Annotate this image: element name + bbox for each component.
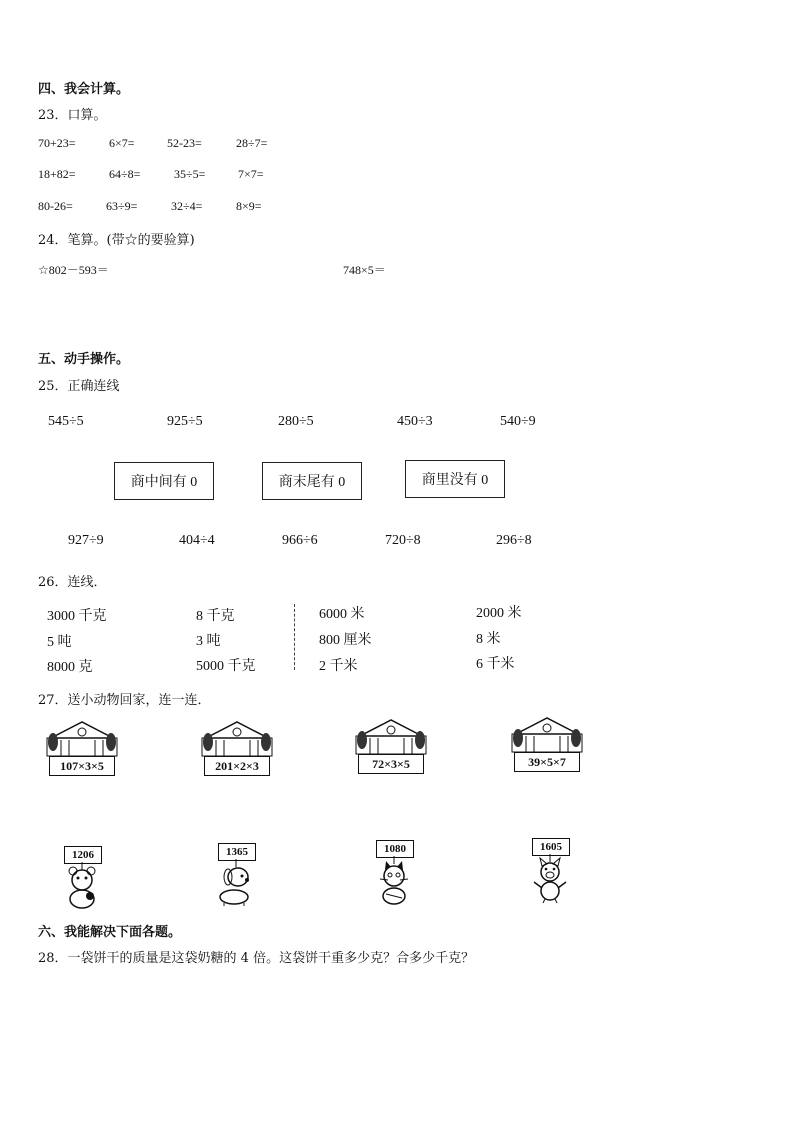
pig-icon xyxy=(528,854,574,904)
dog-icon xyxy=(214,859,260,907)
animal xyxy=(60,846,106,910)
unit-item: 6 千米 xyxy=(476,657,515,672)
column-divider xyxy=(294,604,295,670)
category-box-no-zero: 商里没有 0 xyxy=(405,460,505,498)
unit-item: 2000 米 xyxy=(476,606,522,621)
animal xyxy=(528,838,574,904)
question-28-text: 28．一袋饼干的质量是这袋奶糖的 4 倍。这袋饼干重多少克？合多少千克？ xyxy=(38,951,475,966)
cat-icon xyxy=(372,856,418,906)
unit-item: 800 厘米 xyxy=(319,633,372,648)
division-expression: 720÷8 xyxy=(385,533,421,548)
calc-item: 63÷9= xyxy=(106,199,138,213)
house-label: 72×3×5 xyxy=(358,754,424,774)
calc-item: 7×7= xyxy=(238,167,264,181)
house-label: 107×3×5 xyxy=(49,756,115,776)
division-expression: 545÷5 xyxy=(48,414,84,429)
calc-item: 8×9= xyxy=(236,199,262,213)
written-calc-2: 748×5＝ xyxy=(343,263,386,277)
house-icon xyxy=(354,716,428,756)
calc-item: 18+82= xyxy=(38,167,76,181)
calc-item: 64÷8= xyxy=(109,167,141,181)
calc-item: 70+23= xyxy=(38,136,76,150)
division-expression: 404÷4 xyxy=(179,533,215,548)
section-6-title: 六、我能解决下面各题。 xyxy=(38,925,182,940)
animal-number: 1605 xyxy=(532,838,570,856)
house-label: 39×5×7 xyxy=(514,752,580,772)
unit-item: 3000 千克 xyxy=(47,609,107,624)
calc-item: 32÷4= xyxy=(171,199,203,213)
house xyxy=(200,718,274,780)
calc-item: 28÷7= xyxy=(236,136,268,150)
house xyxy=(510,714,584,776)
division-expression: 966÷6 xyxy=(282,533,318,548)
house-icon xyxy=(200,718,274,758)
question-23-label: 23．口算。 xyxy=(38,108,107,123)
category-box-end-zero: 商末尾有 0 xyxy=(262,462,362,500)
animal-number: 1206 xyxy=(64,846,102,864)
bear-icon xyxy=(60,862,106,910)
division-expression: 280÷5 xyxy=(278,414,314,429)
house-icon xyxy=(45,718,119,758)
written-calc-1: ☆802－593＝ xyxy=(38,263,109,277)
house xyxy=(354,716,428,778)
house-icon xyxy=(510,714,584,754)
division-expression: 296÷8 xyxy=(496,533,532,548)
animal xyxy=(214,843,260,907)
animal-number: 1080 xyxy=(376,840,414,858)
calc-item: 52-23= xyxy=(167,136,202,150)
category-box-middle-zero: 商中间有 0 xyxy=(114,462,214,500)
question-25-label: 25．正确连线 xyxy=(38,379,120,394)
unit-item: 2 千米 xyxy=(319,659,358,674)
house xyxy=(45,718,119,780)
calc-item: 80-26= xyxy=(38,199,73,213)
question-24-label: 24．笔算。(带☆的要验算) xyxy=(38,233,195,248)
unit-item: 8 米 xyxy=(476,632,501,647)
division-expression: 927÷9 xyxy=(68,533,104,548)
animal-number: 1365 xyxy=(218,843,256,861)
unit-item: 5 吨 xyxy=(47,635,72,650)
unit-item: 8000 克 xyxy=(47,660,93,675)
section-4-title: 四、我会计算。 xyxy=(38,82,130,97)
unit-item: 6000 米 xyxy=(319,607,365,622)
question-27-label: 27．送小动物回家，连一连． xyxy=(38,693,211,708)
house-label: 201×2×3 xyxy=(204,756,270,776)
division-expression: 540÷9 xyxy=(500,414,536,429)
unit-item: 5000 千克 xyxy=(196,659,256,674)
question-26-label: 26．连线． xyxy=(38,575,107,590)
animal xyxy=(372,840,418,906)
division-expression: 450÷3 xyxy=(397,414,433,429)
division-expression: 925÷5 xyxy=(167,414,203,429)
calc-item: 6×7= xyxy=(109,136,135,150)
unit-item: 3 吨 xyxy=(196,634,221,649)
section-5-title: 五、动手操作。 xyxy=(38,352,130,367)
unit-item: 8 千克 xyxy=(196,609,235,624)
calc-item: 35÷5= xyxy=(174,167,206,181)
